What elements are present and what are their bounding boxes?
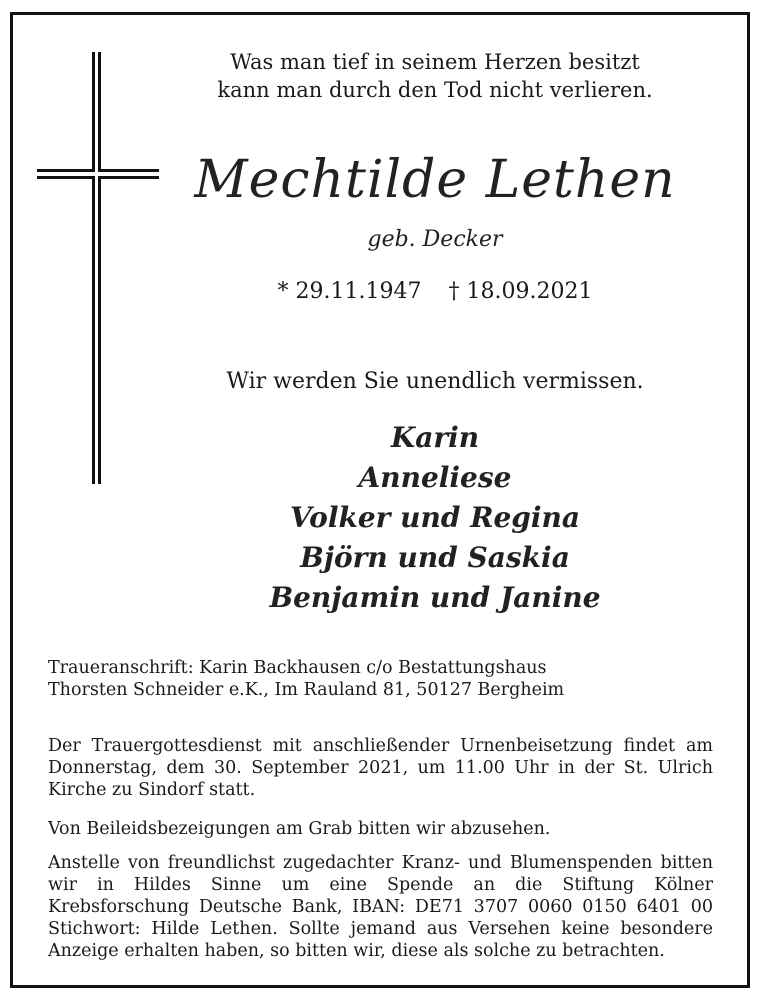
- address-line-2: Thorsten Schneider e.K., Im Rauland 81, 50127 Bergheim: [48, 680, 565, 700]
- mourners-list: [150, 418, 720, 618]
- birth-date: * 29.11.1947: [277, 279, 422, 304]
- service-paragraph: [48, 735, 713, 801]
- mourner-name: Anneliese: [358, 461, 512, 494]
- deceased-name: Mechtilde Lethen: [194, 150, 676, 210]
- life-dates: [150, 277, 720, 307]
- memorial-quote: [150, 48, 720, 104]
- mourner-name: Benjamin und Janine: [269, 581, 601, 614]
- quote-line-2: kann man durch den Tod nicht verlieren.: [217, 78, 653, 102]
- mourner-name: Björn und Saskia: [300, 541, 570, 574]
- condolence-paragraph: [48, 818, 713, 840]
- condolence-text: Von Beileidsbezeigungen am Grab bitten wir abzusehen.: [48, 819, 551, 839]
- death-date: † 18.09.2021: [448, 279, 593, 304]
- mourner-name: Karin: [390, 421, 480, 454]
- donation-text: Anstelle von freundlichst zugedachter Kranz- und Blumenspenden bitten wir in Hildes Sinne um eine Spende an die Stiftung Kölner Krebsforschung Deutsche Bank, IBAN: DE71 3707 0060 0150 6401 00 Stichwort: Hilde Lethen. Sollte jemand aus Versehen keine besondere Anzeige erhalten haben, so bitten wir, diese als solche zu betrachten.: [48, 853, 713, 961]
- miss-statement: Wir werden Sie unendlich vermissen.: [226, 369, 644, 394]
- quote-line-1: Was man tief in seinem Herzen besitzt: [230, 50, 640, 74]
- donation-paragraph: [48, 852, 713, 962]
- mourner-name: Volker und Regina: [289, 501, 581, 534]
- maiden-name: geb. Decker: [367, 227, 503, 252]
- service-text: Der Trauergottesdienst mit anschließender Urnenbeisetzung findet am Donnerstag, dem 30. September 2021, um 11.00 Uhr in der St. Ulrich Kirche zu Sindorf statt.: [48, 736, 713, 800]
- address-line-1: Traueranschrift: Karin Backhausen c/o Bestattungshaus: [48, 658, 547, 678]
- mourning-address: [48, 657, 713, 701]
